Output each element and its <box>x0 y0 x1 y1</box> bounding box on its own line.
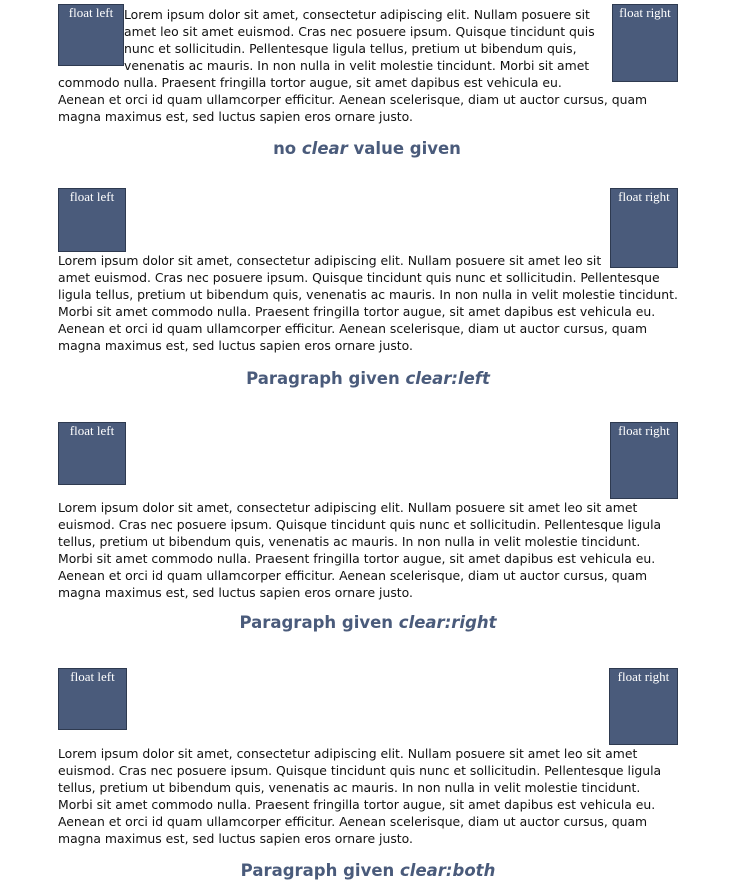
demo-clear-both <box>58 668 678 847</box>
lorem-paragraph: Lorem ipsum dolor sit amet, consectetur adipiscing elit. Nullam posuere sit amet leo sit amet euismod. Cras nec posuere ipsum. Quisque tincidunt quis nunc et sollicitudin. Pellentesque ligula tellus, pretium ut bibendum quis, venenatis ac mauris. In non nulla in velit molestie tincidunt. Morbi sit amet commodo nulla. Praesent fringilla tortor augue, sit amet dapibus est vehicula eu. Aenean et orci id quam ullamcorper efficitur. Aenean scelerisque, diam ut auctor cursus, quam magna maximus est, sed luctus sapien eros ornare justo. <box>58 253 678 353</box>
lorem-paragraph: Lorem ipsum dolor sit amet, consectetur adipiscing elit. Nullam posuere sit amet leo sit amet euismod. Cras nec posuere ipsum. Quisque tincidunt quis nunc et sollicitudin. Pellentesque ligula tellus, pretium ut bibendum quis, venenatis ac mauris. In non nulla in velit molestie tincidunt. Morbi sit amet commodo nulla. Praesent fringilla tortor augue, sit amet dapibus est vehicula eu. Aenean et orci id quam ullamcorper efficitur. Aenean scelerisque, diam ut auctor cursus, quam magna maximus est, sed luctus sapien eros ornare justo. <box>58 500 662 600</box>
float-right-box: float right <box>610 188 678 268</box>
float-left-box: float left <box>58 4 124 66</box>
lorem-paragraph: Lorem ipsum dolor sit amet, consectetur adipiscing elit. Nullam posuere sit amet leo sit amet euismod. Cras nec posuere ipsum. Quisque tincidunt quis nunc et sollicitudin. Pellentesque ligula tellus, pretium ut bibendum quis, venenatis ac mauris. In non nulla in velit molestie tincidunt. Morbi sit amet commodo nulla. Praesent fringilla tortor augue, sit amet dapibus est vehicula eu. Aenean et orci id quam ullamcorper efficitur. Aenean scelerisque, diam ut auctor cursus, quam magna maximus est, sed luctus sapien eros ornare justo. <box>58 7 648 124</box>
caption-pre: no <box>273 139 302 158</box>
caption-em: clear:left <box>405 369 490 388</box>
caption-em: clear:right <box>398 613 497 632</box>
caption-clear-left <box>58 369 678 388</box>
caption-em: clear <box>301 139 348 158</box>
demo-no-clear <box>58 4 678 125</box>
caption-em: clear:both <box>400 861 496 880</box>
caption-clear-both <box>58 861 678 880</box>
caption-pre: Paragraph given <box>246 369 406 388</box>
caption-pre: Paragraph given <box>240 861 401 880</box>
demo-clear-right <box>58 422 678 601</box>
float-left-box: float left <box>58 668 127 730</box>
caption-clear-right <box>58 613 678 632</box>
float-left-box: float left <box>58 422 126 485</box>
caption-no-clear <box>58 139 676 158</box>
float-right-box: float right <box>610 422 678 499</box>
lorem-paragraph: Lorem ipsum dolor sit amet, consectetur adipiscing elit. Nullam posuere sit amet leo sit amet euismod. Cras nec posuere ipsum. Quisque tincidunt quis nunc et sollicitudin. Pellentesque ligula tellus, pretium ut bibendum quis, venenatis ac mauris. In non nulla in velit molestie tincidunt. Morbi sit amet commodo nulla. Praesent fringilla tortor augue, sit amet dapibus est vehicula eu. Aenean et orci id quam ullamcorper efficitur. Aenean scelerisque, diam ut auctor cursus, quam magna maximus est, sed luctus sapien eros ornare justo. <box>58 746 662 846</box>
float-right-box: float right <box>609 668 678 745</box>
demo-clear-left <box>58 188 678 354</box>
caption-post: value given <box>347 139 461 158</box>
caption-pre: Paragraph given <box>239 613 399 632</box>
float-left-box: float left <box>58 188 126 252</box>
float-right-box: float right <box>612 4 678 82</box>
